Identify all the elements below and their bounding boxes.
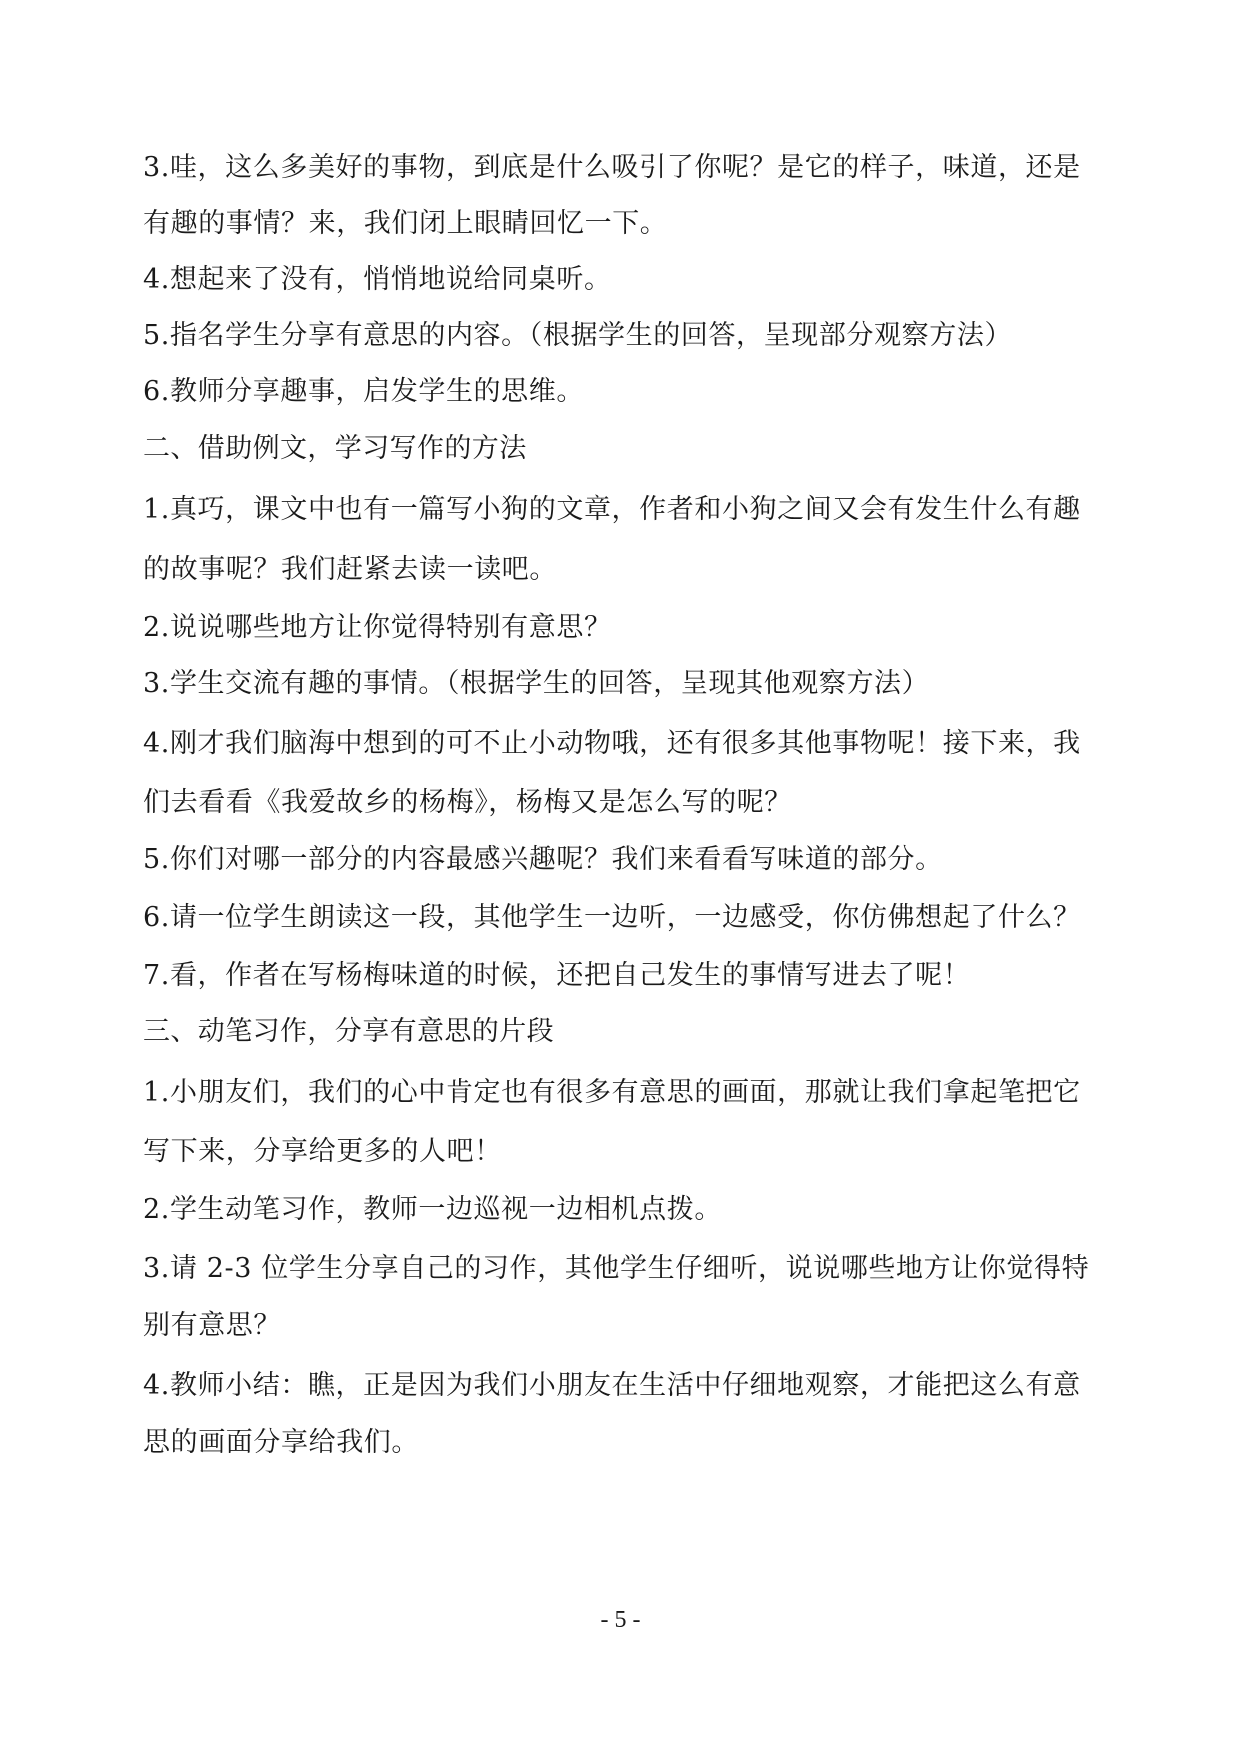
paragraph-line: 有趣的事情？来，我们闭上眼睛回忆一下。	[143, 208, 668, 239]
paragraph-line: 5.你们对哪一部分的内容最感兴趣呢？我们来看看写味道的部分。	[143, 844, 943, 875]
paragraph-line: 2.说说哪些地方让你觉得特别有意思？	[143, 612, 612, 643]
paragraph-line: 1.小朋友们，我们的心中肯定也有很多有意思的画面，那就让我们拿起笔把它	[143, 1077, 1081, 1108]
paragraph-line: 4.想起来了没有，悄悄地说给同桌听。	[143, 264, 612, 295]
paragraph-line: 7.看，作者在写杨梅味道的时候，还把自己发生的事情写进去了呢！	[143, 960, 971, 991]
paragraph-line: 们去看看《我爱故乡的杨梅》，杨梅又是怎么写的呢？	[143, 787, 792, 818]
paragraph-line: 6.请一位学生朗读这一段，其他学生一边听，一边感受，你仿佛想起了什么？	[143, 902, 1081, 933]
section-heading: 三、动笔习作，分享有意思的片段	[143, 1016, 554, 1047]
paragraph-line: 2.学生动笔习作，教师一边巡视一边相机点拨。	[143, 1194, 722, 1225]
paragraph-line: 3.学生交流有趣的事情。（根据学生的回答，呈现其他观察方法）	[143, 668, 930, 699]
paragraph-line: 1.真巧，课文中也有一篇写小狗的文章，作者和小狗之间又会有发生什么有趣	[143, 494, 1081, 525]
paragraph-line: 思的画面分享给我们。	[143, 1427, 419, 1458]
paragraph-line: 5.指名学生分享有意思的内容。（根据学生的回答，呈现部分观察方法）	[143, 320, 1013, 351]
paragraph-line: 6.教师分享趣事，启发学生的思维。	[143, 376, 584, 407]
paragraph-line: 4.教师小结：瞧，正是因为我们小朋友在生活中仔细地观察，才能把这么有意	[143, 1370, 1081, 1401]
paragraph-line: 4.刚才我们脑海中想到的可不止小动物哦，还有很多其他事物呢！接下来，我	[143, 728, 1081, 759]
paragraph-line: 别有意思？	[143, 1310, 281, 1341]
paragraph-line: 3.请 2-3 位学生分享自己的习作，其他学生仔细听，说说哪些地方让你觉得特	[143, 1253, 1090, 1284]
page-number: - 5 -	[600, 1607, 641, 1633]
paragraph-line: 的故事呢？我们赶紧去读一读吧。	[143, 554, 557, 585]
paragraph-line: 写下来，分享给更多的人吧！	[143, 1136, 502, 1167]
paragraph-line: 3.哇，这么多美好的事物，到底是什么吸引了你呢？是它的样子，味道，还是	[143, 152, 1081, 183]
section-heading: 二、借助例文，学习写作的方法	[143, 433, 527, 464]
